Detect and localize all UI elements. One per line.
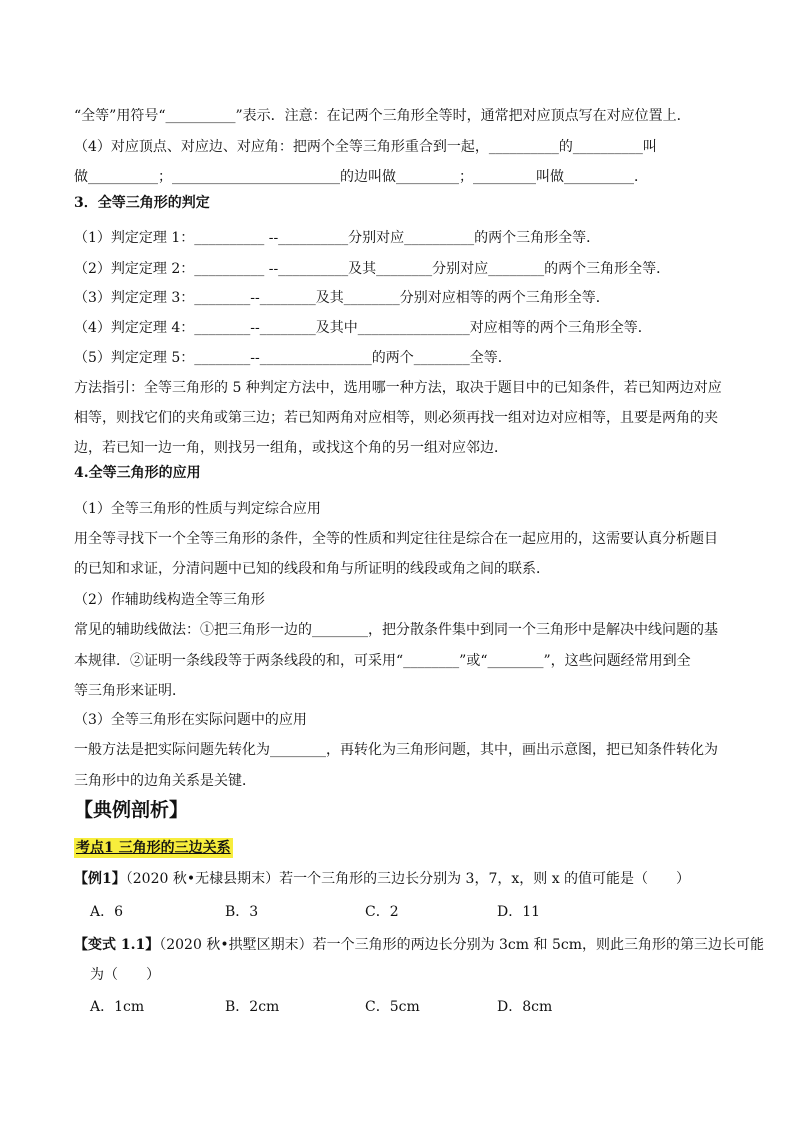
application-3-title: （3）全等三角形在实际问题中的应用	[74, 712, 307, 728]
text-line-corresponding-2: 做__________；________________________的边叫做_________；_________叫做__________．	[74, 169, 648, 185]
example-1-label: 【例1】	[74, 871, 126, 887]
example-1-question	[74, 870, 690, 888]
text-line-symbol: “全等”用符号“__________”表示．注意：在记两个三角形全等时，通常把对应顶点写在对应位置上．	[74, 108, 691, 124]
example-1-text: （2020 秋•无棣县期末）若一个三角形的三边长分别为 3，7，x，则 x 的值可能是（ ）	[125, 871, 691, 887]
method-line-3: 边，若已知一边一角，则找另一组角，或找这个角的另一组对应邻边．	[74, 440, 508, 456]
topic-badge-row	[74, 838, 233, 858]
method-line-2: 相等，则找它们的夹角或第三边；若已知两角对应相等，则必须再找一组对边对应相等，且要是两角的夹	[74, 410, 718, 426]
example-1-option-a[interactable]: A．6	[90, 904, 124, 920]
application-1-title: （1）全等三角形的性质与判定综合应用	[74, 501, 321, 517]
theorem-2: （2）判定定理 2：__________ --__________及其________分别对应________的两个三角形全等．	[74, 261, 671, 277]
theorem-3: （3）判定定理 3：________--________及其________分别对应相等的两个三角形全等．	[74, 290, 610, 306]
application-2-line-3: 等三角形来证明．	[74, 683, 186, 699]
application-2-line-1: 常见的辅助线做法：①把三角形一边的________，把分散条件集中到同一个三角形中是解决中线问题的基	[74, 622, 718, 638]
example-1-option-b[interactable]: B．3	[225, 904, 259, 920]
heading-4: 4.全等三角形的应用	[74, 465, 201, 481]
application-2-title: （2）作辅助线构造全等三角形	[74, 592, 265, 608]
application-3-line-1: 一般方法是把实际问题先转化为________，再转化为三角形问题，其中，画出示意图，把已知条件转化为	[74, 742, 718, 758]
variant-1-1-option-d[interactable]: D．8cm	[497, 999, 553, 1015]
variant-1-1-option-a[interactable]: A．1cm	[90, 999, 145, 1015]
variant-1-1-text-cont: 为（ ）	[90, 967, 160, 983]
theorem-4: （4）判定定理 4：________--________及其中________________对应相等的两个三角形全等．	[74, 320, 652, 336]
application-1-line-2: 的已知和求证，分清问题中已知的线段和角与所证明的线段或角之间的联系．	[74, 561, 550, 577]
method-line-1: 方法指引：全等三角形的 5 种判定方法中，选用哪一种方法，取决于题目中的已知条件，若已知两边对应	[74, 380, 722, 396]
variant-1-1-option-b[interactable]: B．2cm	[225, 999, 280, 1015]
variant-1-1-question	[74, 936, 764, 954]
section-title: 【典例剖析】	[74, 799, 189, 821]
theorem-1: （1）判定定理 1：__________ --__________分别对应__________的两个三角形全等．	[74, 230, 601, 246]
variant-1-1-option-c[interactable]: C．5cm	[365, 999, 420, 1015]
variant-1-1-label: 【变式 1.1】	[74, 937, 160, 953]
example-1-option-d[interactable]: D．11	[497, 904, 541, 920]
application-1-line-1: 用全等寻找下一个全等三角形的条件，全等的性质和判定往往是综合在一起应用的，这需要认真分析题目	[74, 531, 718, 547]
application-3-line-2: 三角形中的边角关系是关键．	[74, 773, 256, 789]
text-line-corresponding: （4）对应顶点、对应边、对应角：把两个全等三角形重合到一起，__________的__________叫	[74, 139, 657, 155]
topic-badge: 考点1 三角形的三边关系	[76, 840, 231, 856]
theorem-5: （5）判定定理 5：________--________________的两个________全等．	[74, 350, 512, 366]
heading-3: 3．全等三角形的判定	[74, 195, 210, 211]
variant-1-1-text: （2020 秋•拱墅区期末）若一个三角形的两边长分别为 3cm 和 5cm，则此三角形的第三边长可能	[159, 937, 764, 953]
application-2-line-2: 本规律．②证明一条线段等于两条线段的和，可采用“________”或“________”，这些问题经常用到全	[74, 653, 691, 669]
example-1-option-c[interactable]: C．2	[365, 904, 399, 920]
